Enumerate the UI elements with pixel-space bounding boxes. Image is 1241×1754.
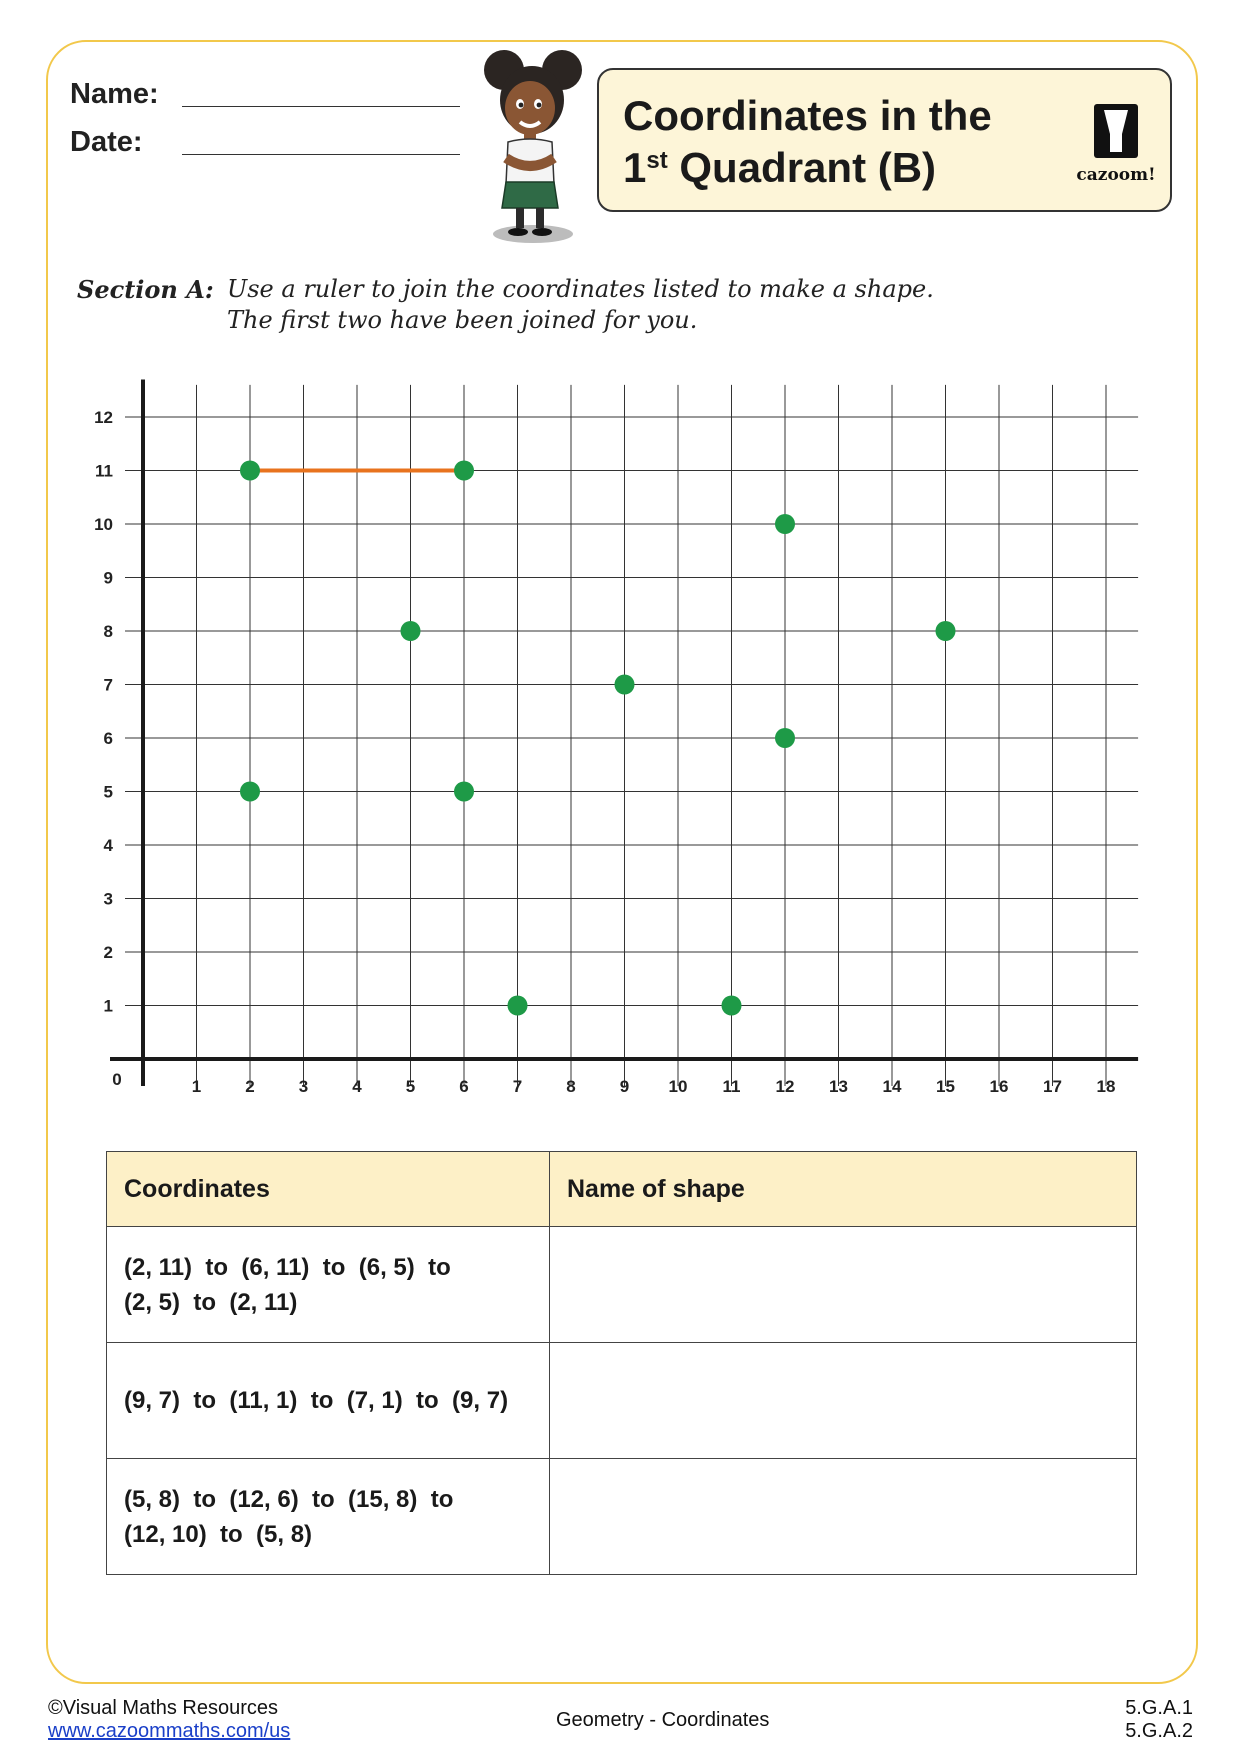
x-tick-label: 4 bbox=[352, 1077, 362, 1096]
title-ordinal-suffix: st bbox=[646, 147, 668, 174]
y-tick-label: 10 bbox=[94, 515, 113, 534]
header-name-of-shape: Name of shape bbox=[550, 1152, 1137, 1227]
coordinate-point bbox=[775, 514, 795, 534]
y-tick-label: 11 bbox=[95, 461, 113, 481]
x-tick-label: 9 bbox=[619, 1077, 630, 1096]
x-tick-label: 7 bbox=[512, 1077, 523, 1096]
coordinates-line: (9, 7) to (11, 1) to (7, 1) to (9, 7) bbox=[124, 1387, 509, 1414]
coordinates-cell bbox=[107, 1459, 550, 1575]
y-tick-label: 1 bbox=[103, 996, 113, 1016]
shape-name-answer-cell[interactable] bbox=[550, 1227, 1137, 1343]
coordinates-cell bbox=[107, 1343, 550, 1459]
y-tick-label: 2 bbox=[103, 943, 113, 962]
shape-name-answer-cell[interactable] bbox=[550, 1343, 1137, 1459]
x-tick-label: 6 bbox=[459, 1077, 469, 1096]
y-tick-label: 9 bbox=[103, 568, 113, 588]
table-header-row bbox=[107, 1152, 1137, 1227]
title-line-1: Coordinates in the bbox=[623, 92, 992, 139]
x-tick-label: 11 bbox=[722, 1077, 741, 1096]
shape-name-answer-cell[interactable] bbox=[550, 1459, 1137, 1575]
coordinate-point bbox=[508, 996, 528, 1016]
origin-label: 0 bbox=[112, 1070, 122, 1089]
y-tick-labels bbox=[94, 408, 113, 1016]
standard-code-1: 5.G.A.1 bbox=[1125, 1697, 1193, 1719]
coordinate-point bbox=[240, 461, 260, 481]
coordinate-point bbox=[240, 782, 260, 802]
copyright-text: ©Visual Maths Resources bbox=[48, 1697, 279, 1719]
standard-code-2: 5.G.A.2 bbox=[1125, 1720, 1193, 1742]
table-row bbox=[107, 1227, 1137, 1343]
coordinates-line: (2, 5) to (2, 11) bbox=[124, 1288, 298, 1316]
x-tick-label: 8 bbox=[566, 1077, 576, 1096]
date-label: Date: bbox=[70, 126, 143, 158]
section-label: Section A: bbox=[77, 275, 214, 304]
instruction-line-2: The first two have been joined for you. bbox=[227, 306, 698, 334]
coordinate-point bbox=[936, 621, 956, 641]
x-tick-label: 16 bbox=[989, 1077, 1009, 1096]
y-tick-label: 12 bbox=[94, 408, 113, 427]
y-tick-label: 5 bbox=[103, 782, 113, 802]
name-label: Name: bbox=[70, 78, 159, 110]
coordinates-table bbox=[106, 1151, 1137, 1575]
coordinate-point bbox=[454, 461, 474, 481]
coordinates-line: (5, 8) to (12, 6) to (15, 8) to bbox=[124, 1485, 454, 1513]
instruction-line-1: Use a ruler to join the coordinates listed to make a shape. bbox=[227, 275, 934, 303]
x-tick-label: 13 bbox=[829, 1077, 848, 1096]
grid-lines bbox=[125, 385, 1138, 1086]
y-tick-label: 6 bbox=[103, 729, 113, 748]
coordinate-point bbox=[454, 782, 474, 802]
header-coordinates: Coordinates bbox=[107, 1152, 550, 1227]
coordinates-line: (2, 11) to (6, 11) to (6, 5) to bbox=[124, 1253, 451, 1281]
x-tick-label: 2 bbox=[245, 1077, 255, 1096]
table-row bbox=[107, 1459, 1137, 1575]
website-url[interactable]: www.cazoommaths.com/us bbox=[48, 1720, 291, 1742]
y-tick-label: 7 bbox=[103, 675, 113, 695]
y-tick-label: 3 bbox=[103, 889, 113, 909]
x-tick-label: 12 bbox=[775, 1077, 795, 1096]
coordinate-point bbox=[722, 996, 742, 1016]
website-link[interactable] bbox=[48, 1720, 290, 1743]
coordinates-line: (12, 10) to (5, 8) bbox=[124, 1520, 313, 1548]
cazoom-logo-text: cazoom! bbox=[1076, 165, 1156, 185]
coordinate-point bbox=[775, 728, 795, 748]
x-tick-labels bbox=[112, 1070, 1115, 1096]
x-tick-label: 10 bbox=[668, 1077, 688, 1096]
coordinates-cell bbox=[107, 1227, 550, 1343]
x-tick-label: 17 bbox=[1043, 1077, 1062, 1096]
title-ordinal-number: 1 bbox=[623, 144, 647, 191]
x-tick-label: 14 bbox=[882, 1077, 902, 1096]
x-tick-label: 5 bbox=[405, 1077, 416, 1096]
x-tick-label: 1 bbox=[191, 1077, 202, 1096]
y-tick-label: 4 bbox=[103, 836, 113, 855]
topic-label: Geometry - Coordinates bbox=[556, 1709, 770, 1731]
coordinate-point bbox=[401, 621, 421, 641]
x-tick-label: 18 bbox=[1096, 1077, 1116, 1096]
table-row bbox=[107, 1343, 1137, 1459]
title-rest: Quadrant (B) bbox=[667, 144, 937, 191]
x-tick-label: 3 bbox=[298, 1077, 309, 1096]
x-tick-label: 15 bbox=[936, 1077, 955, 1096]
coordinate-point bbox=[615, 675, 635, 695]
y-tick-label: 8 bbox=[103, 622, 113, 641]
